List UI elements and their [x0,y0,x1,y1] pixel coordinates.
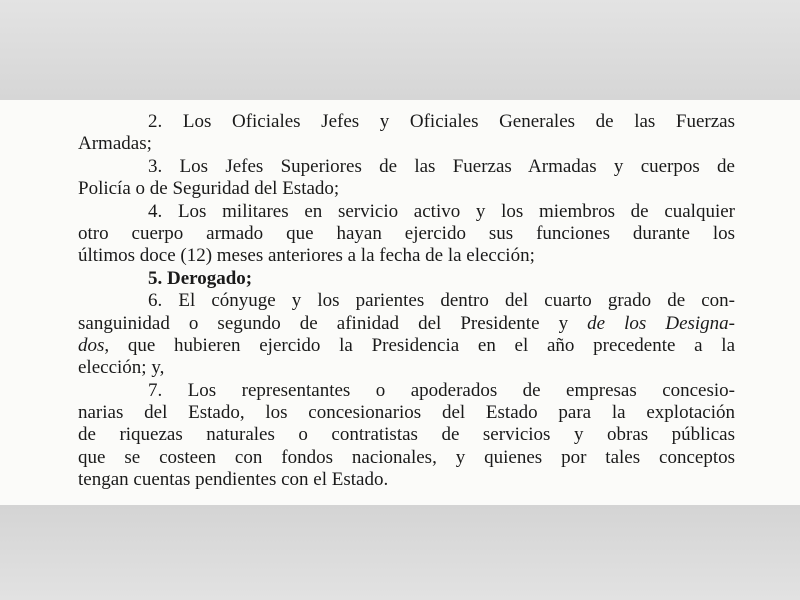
text-line [78,178,735,200]
line-text: 3. Los Jefes Superiores de las Fuerzas Armadas y cuerpos de [148,155,735,177]
text-line [78,133,735,155]
italic-text: dos [78,334,105,356]
document-text [78,111,735,492]
text-line [78,223,735,245]
text-line [78,402,735,424]
text-line [78,290,735,312]
line-text: elección; y, [78,357,165,379]
line-text: de riquezas naturales o contratistas de servicios y obras públicas [78,424,735,446]
italic-text: de los Designa- [587,312,736,334]
line-text: 7. Los representantes o apoderados de empresas concesio- [148,379,735,401]
blurred-background-top [0,0,800,100]
line-text: sanguinidad o segundo de afinidad del Presidente y [78,312,569,334]
line-text: últimos doce (12) meses anteriores a la fecha de la elección; [78,245,535,267]
text-line [78,469,735,491]
line-text: 2. Los Oficiales Jefes y Oficiales Generales de las Fuerzas [148,111,735,132]
blurred-background-bottom [0,505,800,600]
line-text: 4. Los militares en servicio activo y los miembros de cualquier [148,200,735,222]
text-line [78,201,735,223]
line-text: 5. Derogado; [148,267,253,289]
line-text: 6. El cónyuge y los parientes dentro del cuarto grado de con- [148,290,735,312]
text-line [78,268,735,290]
text-line [78,380,735,402]
line-text: tengan cuentas pendientes con el Estado. [78,469,389,491]
text-line [78,357,735,379]
text-line [78,111,735,133]
text-line [78,335,735,357]
text-line [78,313,735,335]
text-line [78,245,735,267]
line-text: otro cuerpo armado que hayan ejercido sus funciones durante los [78,222,735,244]
text-line [78,424,735,446]
line-text: Armadas; [78,133,152,155]
text-line [78,447,735,469]
line-text: narias del Estado, los concesionarios del Estado para la explotación [78,402,735,424]
line-text: , que hubieren ejercido la Presidencia en el año precedente a la [104,334,735,356]
line-text: Policía o de Seguridad del Estado; [78,178,340,200]
text-line [78,156,735,178]
line-text: que se costeen con fondos nacionales, y quienes por tales conceptos [78,446,735,468]
